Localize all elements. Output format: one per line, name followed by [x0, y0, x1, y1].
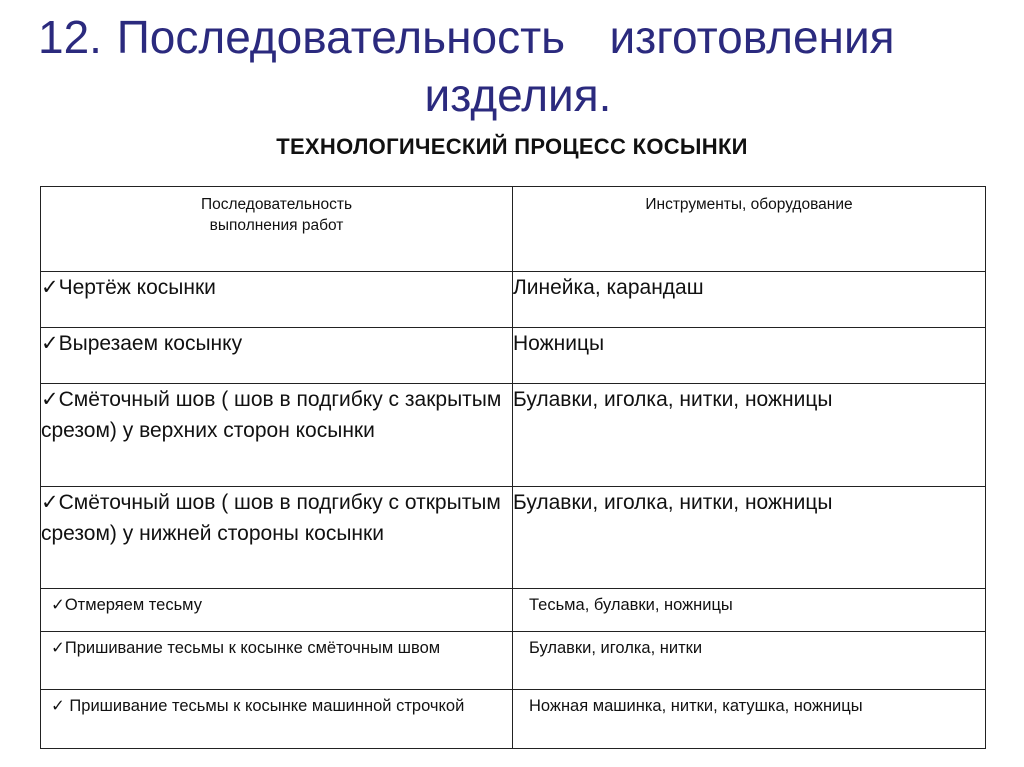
- check-icon: ✓: [51, 596, 65, 614]
- table-row: [41, 384, 986, 487]
- tools-cell: Линейка, карандаш: [513, 272, 986, 328]
- step-text: Вырезаем косынку: [58, 332, 243, 355]
- tools-cell: Ножницы: [513, 328, 986, 384]
- step-text: Смёточный шов ( шов в подгибку с открытым срезом) у нижней стороны косынки: [41, 491, 501, 545]
- header-tools-label: Инструменты, оборудование: [645, 196, 853, 213]
- tools-cell: Булавки, иголка, нитки, ножницы: [513, 487, 986, 589]
- check-icon: ✓: [41, 332, 59, 355]
- check-icon: ✓: [41, 276, 59, 299]
- step-text: Отмеряем тесьму: [64, 596, 202, 614]
- slide-title-line-2: изделия.: [424, 69, 612, 121]
- step-text: Чертёж косынки: [58, 276, 216, 299]
- table-row: [41, 690, 986, 749]
- table-row: [41, 632, 986, 690]
- step-cell: [41, 487, 513, 589]
- header-sequence: [41, 187, 513, 272]
- check-icon: ✓: [41, 388, 59, 411]
- table-row: [41, 272, 986, 328]
- table-row: [41, 487, 986, 589]
- step-cell: [41, 690, 513, 749]
- step-text: Пришивание тесьмы к косынке машинной строчкой: [64, 697, 465, 715]
- tools-cell: Булавки, иголка, нитки, ножницы: [513, 384, 986, 487]
- check-icon: ✓: [51, 639, 65, 657]
- step-cell: [41, 384, 513, 487]
- step-text: Пришивание тесьмы к косынке смёточным швом: [64, 639, 441, 657]
- step-cell: [41, 632, 513, 690]
- check-icon: ✓: [51, 697, 65, 715]
- header-sequence-line-1: Последовательность: [200, 196, 353, 213]
- tools-cell: Тесьма, булавки, ножницы: [513, 589, 986, 632]
- step-cell: [41, 328, 513, 384]
- table-heading: ТЕХНОЛОГИЧЕСКИЙ ПРОЦЕСС КОСЫНКИ: [276, 134, 748, 159]
- step-cell: [41, 589, 513, 632]
- process-table: [40, 186, 986, 749]
- tools-cell: Ножная машинка, нитки, катушка, ножницы: [513, 690, 986, 749]
- header-sequence-line-2: выполнения работ: [209, 217, 344, 234]
- table-row: [41, 328, 986, 384]
- tools-cell: Булавки, иголка, нитки: [513, 632, 986, 690]
- slide-title-line-1: 12. Последовательность изготовления: [38, 11, 895, 63]
- step-text: Смёточный шов ( шов в подгибку с закрытым срезом) у верхних сторон косынки: [41, 388, 502, 442]
- table-row: [41, 589, 986, 632]
- table-header-row: [41, 187, 986, 272]
- check-icon: ✓: [41, 491, 59, 514]
- step-cell: [41, 272, 513, 328]
- header-tools: [513, 187, 986, 272]
